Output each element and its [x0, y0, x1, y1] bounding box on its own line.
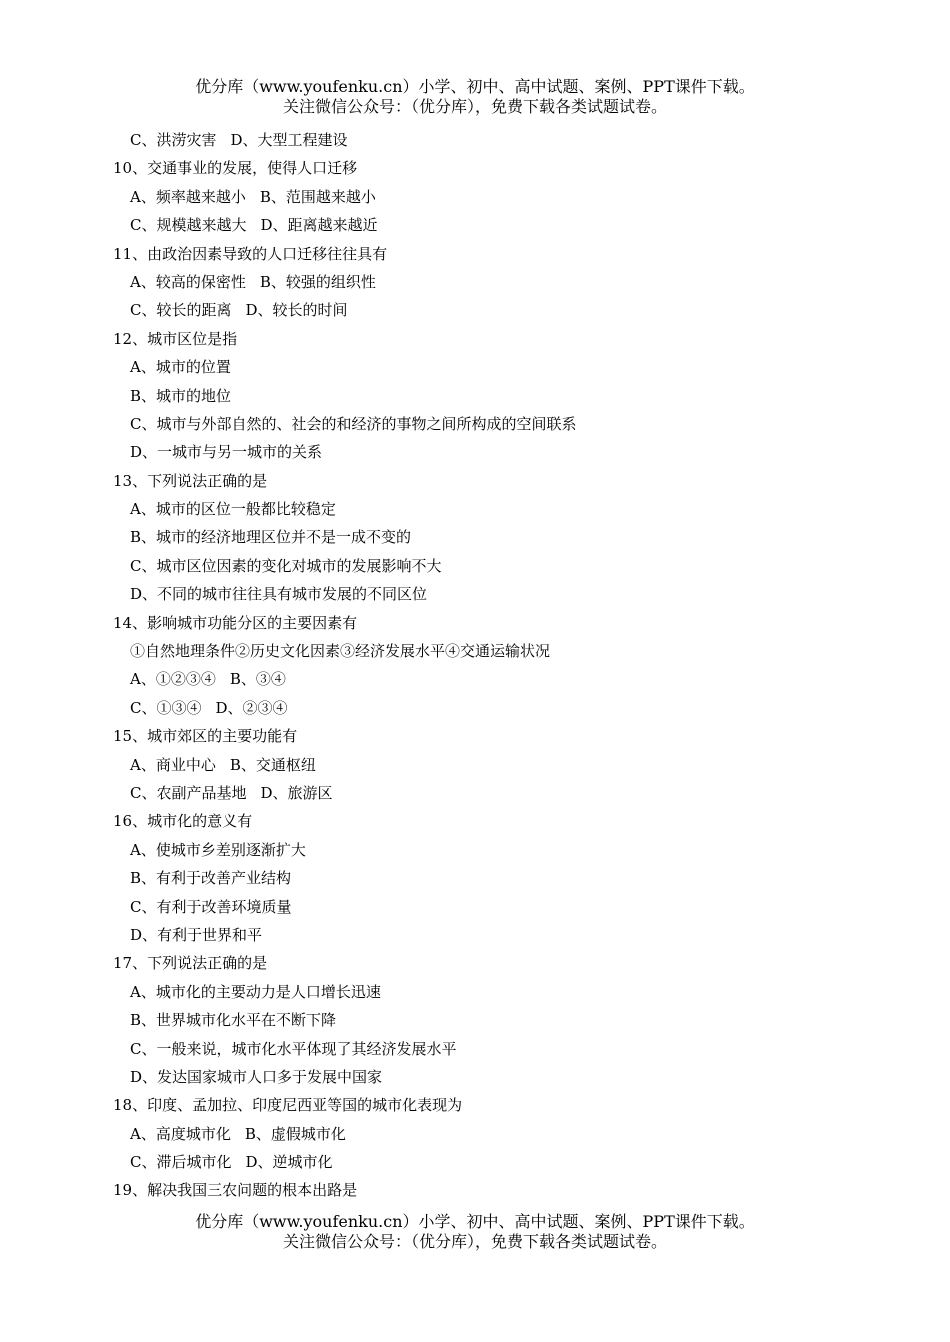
- footer-banner: [0, 1212, 950, 1252]
- answer-option: C、较长的距离: [130, 301, 232, 320]
- answer-option: D、旅游区: [260, 783, 333, 802]
- header-line-2: 关注微信公众号：（优分库），免费下载各类试题试卷。: [282, 97, 667, 116]
- answer-option: A、城市的区位一般都比较稳定: [130, 500, 336, 519]
- answer-option: C、滞后城市化: [130, 1153, 232, 1172]
- answer-option-pair: [0, 1148, 950, 1176]
- answer-option: B、虚假城市化: [244, 1124, 346, 1143]
- answer-option-pair: [0, 1120, 950, 1148]
- answer-option-pair: [0, 779, 950, 807]
- question-stem: 13、下列说法正确的是: [113, 471, 268, 490]
- answer-option-pair: [0, 211, 950, 239]
- footer-line-1: 优分库（www.youfenku.cn）小学、初中、高中试题、案例、PPT课件下载。: [195, 1212, 755, 1231]
- question-stem: 12、城市区位是指: [113, 329, 238, 348]
- answer-option-pair: [0, 694, 950, 722]
- answer-option: A、频率越来越小: [130, 187, 246, 206]
- header-banner: [0, 77, 950, 117]
- answer-option: A、城市的位置: [130, 358, 231, 377]
- answer-option: D、不同的城市往往具有城市发展的不同区位: [130, 585, 428, 604]
- answer-option: B、城市的地位: [130, 386, 232, 405]
- answer-option: C、城市与外部自然的、社会的和经济的事物之间所构成的空间联系: [130, 414, 577, 433]
- answer-option: B、有利于改善产业结构: [130, 869, 292, 888]
- answer-option: D、有利于世界和平: [130, 925, 263, 944]
- question-stem: 14、影响城市功能分区的主要因素有: [113, 613, 358, 632]
- answer-option: B、城市的经济地理区位并不是一成不变的: [130, 528, 412, 547]
- answer-option: A、城市化的主要动力是人口增长迅速: [130, 982, 381, 1001]
- question-stem: 17、下列说法正确的是: [113, 954, 268, 973]
- question-stem: 10、交通事业的发展，使得人口迁移: [113, 159, 358, 178]
- answer-option: D、一城市与另一城市的关系: [130, 443, 323, 462]
- answer-option: B、交通枢纽: [229, 755, 316, 774]
- answer-option-pair: [0, 183, 950, 211]
- answer-option: C、城市区位因素的变化对城市的发展影响不大: [130, 556, 442, 575]
- question-list: [0, 126, 950, 1205]
- answer-option: B、范围越来越小: [259, 187, 376, 206]
- question-stem: 15、城市郊区的主要功能有: [113, 727, 298, 746]
- answer-option: ①自然地理条件②历史文化因素③经济发展水平④交通运输状况: [130, 642, 551, 661]
- question-stem: 18、印度、孟加拉、印度尼西亚等国的城市化表现为: [113, 1096, 463, 1115]
- answer-option: D、距离越来越近: [260, 216, 378, 235]
- question-stem: 16、城市化的意义有: [113, 812, 253, 831]
- answer-option-pair: [0, 665, 950, 693]
- footer-line-2: 关注微信公众号：（优分库），免费下载各类试题试卷。: [282, 1232, 667, 1251]
- answer-option: D、②③④: [215, 698, 288, 717]
- answer-option: D、逆城市化: [245, 1153, 333, 1172]
- answer-option-pair: [0, 296, 950, 324]
- answer-option: D、较长的时间: [245, 301, 348, 320]
- answer-option: B、较强的组织性: [259, 272, 376, 291]
- question-stem: 19、解决我国三农问题的根本出路是: [113, 1181, 358, 1200]
- answer-option: B、③④: [229, 670, 286, 689]
- answer-option: C、一般来说，城市化水平体现了其经济发展水平: [130, 1039, 457, 1058]
- answer-option: A、高度城市化: [130, 1124, 231, 1143]
- answer-option-pair: [0, 126, 950, 154]
- question-stem: 11、由政治因素导致的人口迁移往往具有: [113, 244, 388, 263]
- answer-option: B、世界城市化水平在不断下降: [130, 1011, 337, 1030]
- answer-option: C、农副产品基地: [130, 783, 247, 802]
- answer-option: A、较高的保密性: [130, 272, 246, 291]
- answer-option: A、使城市乡差别逐渐扩大: [130, 840, 306, 859]
- answer-option: C、规模越来越大: [130, 216, 247, 235]
- answer-option: D、大型工程建设: [230, 131, 348, 149]
- answer-option: C、①③④: [130, 698, 202, 717]
- answer-option-pair: [0, 268, 950, 296]
- answer-option-pair: [0, 751, 950, 779]
- answer-option: D、发达国家城市人口多于发展中国家: [130, 1067, 383, 1086]
- answer-option: C、洪涝灾害: [130, 131, 217, 149]
- header-line-1: 优分库（www.youfenku.cn）小学、初中、高中试题、案例、PPT课件下载。: [195, 77, 755, 96]
- answer-option: C、有利于改善环境质量: [130, 897, 292, 916]
- answer-option: A、①②③④: [130, 670, 216, 689]
- answer-option: A、商业中心: [130, 755, 216, 774]
